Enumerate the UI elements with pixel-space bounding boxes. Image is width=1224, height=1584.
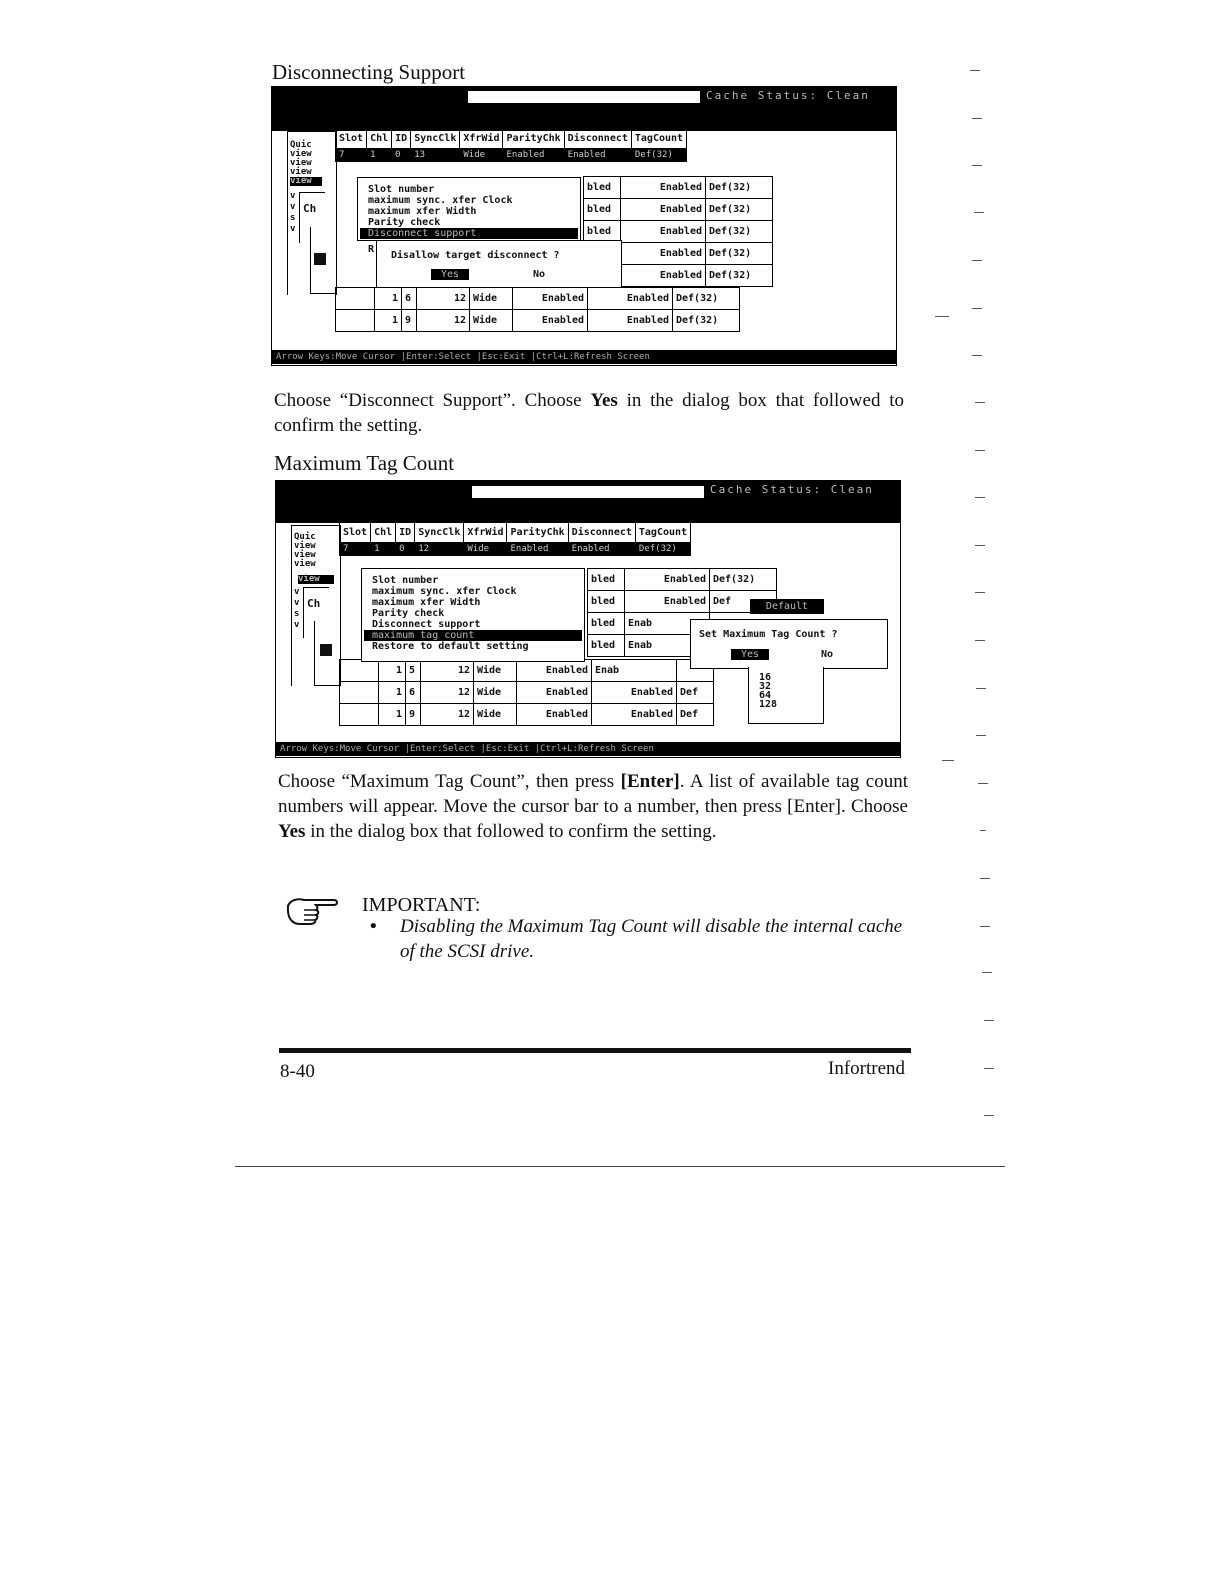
table-row-selected[interactable] [336, 149, 687, 162]
cell: Enabled [621, 221, 706, 243]
cell: 1 [367, 149, 392, 162]
cell [340, 704, 379, 726]
cell: Def(32) [635, 543, 690, 556]
section-heading-tag-count: Maximum Tag Count [274, 451, 455, 475]
keys-help-bar: Arrow Keys:Move Cursor |Enter:Select |Esc:Exit |Ctrl+L:Refresh Screen [272, 350, 896, 364]
drive-table [339, 521, 691, 556]
cell: Enabled [621, 177, 706, 199]
cell: 12 [415, 543, 464, 556]
cell: Wide [464, 543, 507, 556]
cell: bled [584, 199, 621, 221]
title-input-field [472, 486, 704, 498]
cell: Enabled [513, 288, 588, 310]
cell: Enabled [625, 569, 710, 591]
col-chl: Chl [371, 522, 396, 543]
cell [340, 660, 379, 682]
drive-table [335, 127, 687, 162]
cell: Enab [625, 613, 710, 635]
drive-menu [361, 568, 585, 662]
terminal-screen-tag-count [275, 480, 901, 758]
cell: Enabled [625, 591, 710, 613]
tag-count-dialog [690, 619, 888, 669]
cell: Def(32) [673, 310, 740, 332]
cell: Enabled [507, 543, 568, 556]
tag-option-32[interactable]: 32 [759, 681, 772, 692]
terminal-screen-disconnect [271, 86, 897, 366]
col-chl: Chl [367, 128, 392, 149]
cell: Def(32) [706, 199, 773, 221]
pointing-hand-icon [282, 894, 342, 934]
cell: Enabled [592, 682, 677, 704]
menu-label-r: R [368, 244, 375, 255]
dialog-question: Disallow target disconnect ? [391, 250, 560, 261]
instruction-disconnect [274, 388, 904, 438]
cell: Enabled [621, 265, 706, 287]
tag-option-128[interactable]: 128 [759, 699, 778, 710]
table-header-row [340, 522, 691, 543]
text: . A list of available tag count numbers will appear. Move the cursor bar to a number, then press [Enter]. Choose [278, 771, 908, 817]
col-xfrwid: XfrWid [464, 522, 507, 543]
cell: Enabled [513, 310, 588, 332]
col-disconnect: Disconnect [564, 128, 631, 149]
title-input-field [468, 91, 700, 103]
cell: 1 [379, 704, 406, 726]
col-id: ID [396, 522, 415, 543]
dialog-no-button[interactable]: No [533, 269, 546, 280]
table-row-selected[interactable] [340, 543, 691, 556]
panel-frame [314, 621, 339, 686]
cell: Enab [625, 635, 710, 657]
table-row[interactable] [584, 199, 773, 221]
menu-item-max-xfer-width[interactable]: maximum xfer Width [372, 597, 481, 608]
quick-view-selected[interactable]: view [290, 177, 322, 186]
menu-item-parity-check[interactable]: Parity check [368, 217, 441, 228]
disconnect-dialog [376, 240, 622, 288]
cell: Enabled [517, 682, 592, 704]
cell: Enabled [588, 288, 673, 310]
cell: 6 [402, 288, 417, 310]
cell: 1 [379, 660, 406, 682]
col-paritychk: ParityChk [507, 522, 568, 543]
col-xfrwid: XfrWid [460, 128, 503, 149]
col-paritychk: ParityChk [503, 128, 564, 149]
col-tagcount: TagCount [635, 522, 690, 543]
channel-label: Ch [307, 597, 321, 610]
cell: Def(32) [631, 149, 686, 162]
cell: Def(32) [706, 177, 773, 199]
col-tagcount: TagCount [631, 128, 686, 149]
cell: Enabled [517, 704, 592, 726]
table-row[interactable] [588, 591, 777, 613]
drive-table-bottom [339, 659, 714, 726]
cell: 12 [421, 704, 474, 726]
menu-item-parity-check[interactable]: Parity check [372, 608, 445, 619]
menu-item-max-sync-clock[interactable]: maximum sync. xfer Clock [368, 195, 513, 206]
cell: 0 [396, 543, 415, 556]
important-bullet-text: Disabling the Maximum Tag Count will disable the internal cache of the SCSI drive. [400, 916, 903, 962]
cell: Wide [470, 310, 513, 332]
table-row[interactable] [584, 177, 773, 199]
menu-item-slot-number[interactable]: Slot number [368, 184, 435, 195]
text: Choose “Disconnect Support”. Choose [274, 390, 591, 411]
cell: 1 [371, 543, 396, 556]
cell: 1 [379, 682, 406, 704]
cell: 7 [336, 149, 367, 162]
cell: Enabled [517, 660, 592, 682]
cache-status: Cache Status: Clean [706, 89, 870, 102]
important-title: IMPORTANT: [362, 894, 481, 916]
default-option[interactable]: Default [750, 599, 824, 614]
instruction-tag-count [278, 769, 908, 844]
cell: 13 [411, 149, 460, 162]
cell: Enabled [564, 149, 631, 162]
cell: Wide [474, 660, 517, 682]
cell: Def(32) [710, 569, 777, 591]
table-header-row [336, 128, 687, 149]
side-letters: v v s v [290, 191, 296, 234]
col-syncclk: SyncClk [415, 522, 464, 543]
cell: Def [710, 591, 777, 613]
cell: Enabled [621, 199, 706, 221]
drive-table-bottom [335, 287, 740, 332]
cell: 12 [417, 310, 470, 332]
menu-item-maximum-tag-count[interactable]: maximum tag count [364, 630, 582, 641]
cell: Wide [474, 704, 517, 726]
cell: bled [584, 177, 621, 199]
menu-item-max-xfer-width[interactable]: maximum xfer Width [368, 206, 477, 217]
cell [336, 310, 375, 332]
page-number: 8-40 [280, 1061, 315, 1082]
quick-view-list: Quic view view view [290, 140, 312, 177]
cell: Def(32) [706, 221, 773, 243]
tag-count-list [748, 667, 824, 724]
cell: Wide [474, 682, 517, 704]
col-slot: Slot [340, 522, 371, 543]
side-letters: v v s v [294, 587, 300, 630]
dialog-yes-button[interactable]: Yes [431, 269, 469, 280]
section-heading-disconnect: Disconnecting Support [272, 60, 466, 84]
menu-item-disconnect-support[interactable]: Disconnect support [360, 228, 578, 239]
cell: 9 [406, 704, 421, 726]
cell: 0 [392, 149, 411, 162]
cell: bled [588, 591, 625, 613]
cell: 1 [375, 288, 402, 310]
table-row[interactable] [336, 310, 740, 332]
cell: Wide [470, 288, 513, 310]
text-bold: [Enter] [620, 771, 680, 792]
cell: Enabled [592, 704, 677, 726]
cell: 12 [417, 288, 470, 310]
menu-item-disconnect-support[interactable]: Disconnect support [372, 619, 481, 630]
cell: 5 [406, 660, 421, 682]
table-row[interactable] [336, 288, 740, 310]
scan-edge-line [235, 1166, 1005, 1167]
cell: Enabled [568, 543, 635, 556]
text: in the dialog box that followed to confirm the setting. [305, 821, 717, 842]
menu-item-max-sync-clock[interactable]: maximum sync. xfer Clock [372, 586, 517, 597]
col-syncclk: SyncClk [411, 128, 460, 149]
col-disconnect: Disconnect [568, 522, 635, 543]
cell: Enabled [621, 243, 706, 265]
dialog-yes-button[interactable]: Yes [731, 649, 769, 660]
cell [336, 288, 375, 310]
cell: 1 [375, 310, 402, 332]
cell: Enabled [588, 310, 673, 332]
cell: Def [677, 682, 714, 704]
cell: 9 [402, 310, 417, 332]
text: Choose “Maximum Tag Count”, then press [278, 771, 621, 792]
tag-option-64[interactable]: 64 [759, 690, 772, 701]
dialog-no-button[interactable]: No [821, 649, 834, 660]
panel-frame [310, 227, 335, 294]
drive-menu [357, 177, 581, 241]
cell: Def(32) [706, 243, 773, 265]
cell: 6 [406, 682, 421, 704]
table-row[interactable] [340, 660, 714, 682]
cell [340, 682, 379, 704]
col-id: ID [392, 128, 411, 149]
cell: Def(32) [673, 288, 740, 310]
dialog-question: Set Maximum Tag Count ? [699, 629, 838, 640]
text-bold: Yes [278, 821, 306, 842]
menu-item-slot-number[interactable]: Slot number [372, 575, 439, 586]
quick-view-selected[interactable]: view [298, 575, 334, 584]
menu-item-restore-default[interactable]: Restore to default setting [372, 641, 529, 652]
cell: Enab [592, 660, 677, 682]
tag-option-16[interactable]: 16 [759, 672, 772, 683]
text: in the dialog box that followed to confirm the setting. [274, 390, 905, 436]
cell: bled [584, 221, 621, 243]
cell: Wide [460, 149, 503, 162]
quick-view-list: Quic view view view [294, 532, 316, 569]
cell: bled [588, 569, 625, 591]
cell: Def(32) [706, 265, 773, 287]
cell: 7 [340, 543, 371, 556]
text-bold: Yes [590, 390, 618, 411]
cell: Enabled [503, 149, 564, 162]
cache-status: Cache Status: Clean [710, 483, 874, 496]
cell: bled [588, 613, 625, 635]
footer-rule [279, 1048, 911, 1053]
cell: bled [588, 635, 625, 657]
table-row[interactable] [340, 682, 714, 704]
brand-name: Infortrend [828, 1058, 906, 1079]
col-slot: Slot [336, 128, 367, 149]
table-row[interactable] [340, 704, 714, 726]
table-row[interactable] [588, 569, 777, 591]
channel-label: Ch [303, 202, 317, 215]
bullet-icon: • [368, 916, 379, 937]
cell: Def [677, 704, 714, 726]
cell: 12 [421, 682, 474, 704]
keys-help-bar: Arrow Keys:Move Cursor |Enter:Select |Esc:Exit |Ctrl+L:Refresh Screen [276, 742, 900, 756]
cell: 12 [421, 660, 474, 682]
